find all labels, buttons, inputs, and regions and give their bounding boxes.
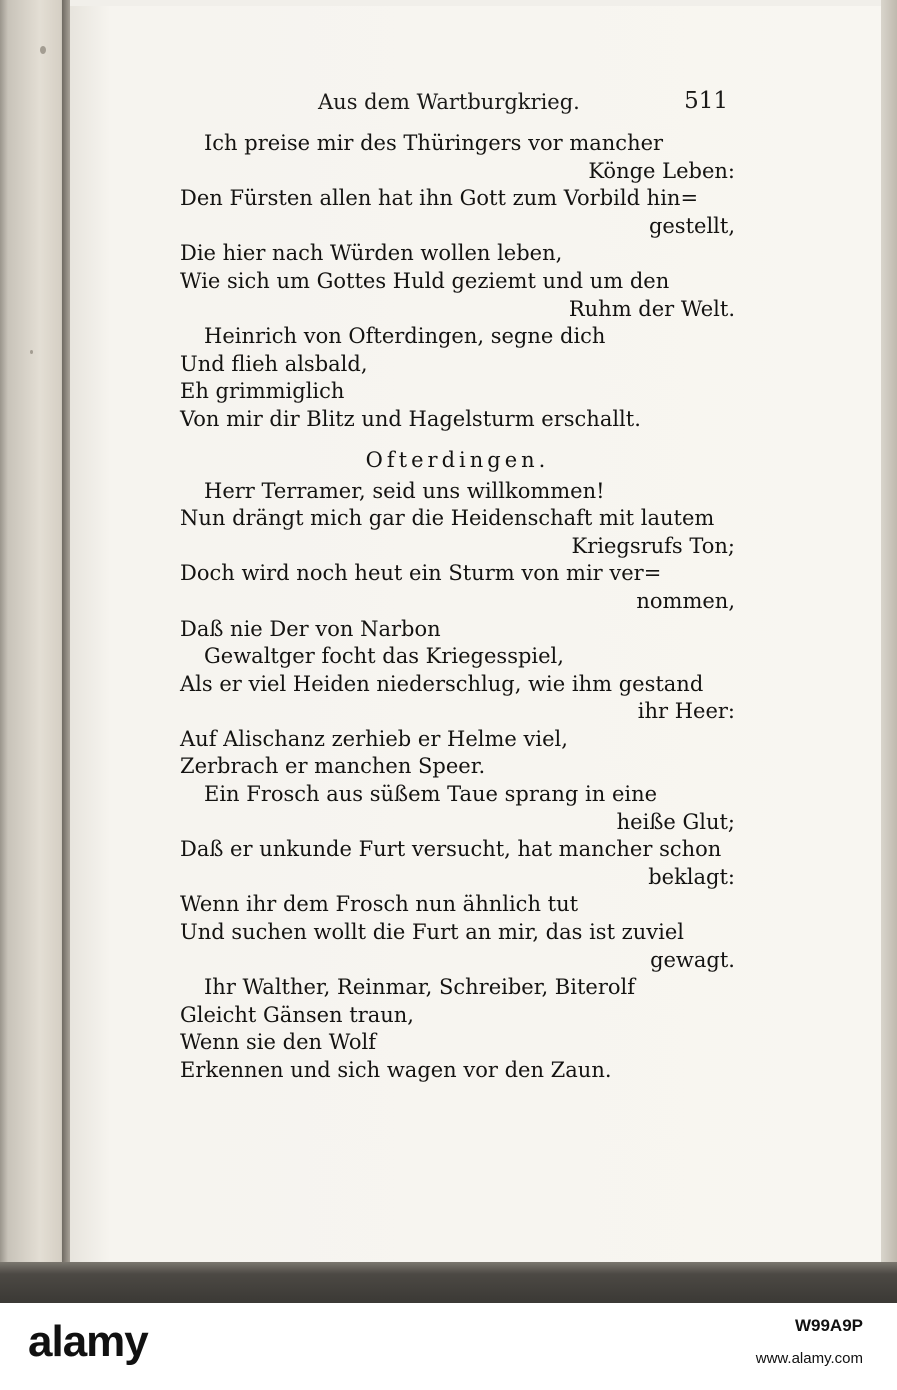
verse-line: Zerbrach er manchen Speer. bbox=[180, 754, 486, 779]
book-spine bbox=[62, 0, 70, 1303]
verse-line: Wie sich um Gottes Huld geziemt und um den bbox=[180, 268, 670, 293]
verse-line: Wenn sie den Wolf bbox=[180, 1030, 376, 1055]
verse-line: Ich preise mir des Thüringers vor mancher bbox=[204, 131, 664, 155]
paper-speck bbox=[30, 350, 33, 354]
paper-speck bbox=[40, 46, 46, 54]
verse-line: Von mir dir Blitz und Hagelsturm erschallt. bbox=[180, 406, 641, 431]
verse-line: Daß er unkunde Furt versucht, hat mancher schon bbox=[180, 837, 722, 862]
poem-text bbox=[180, 130, 735, 1085]
verse-line: Könge Leben: bbox=[588, 158, 735, 183]
page-right-edge bbox=[881, 0, 897, 1303]
verse-line: Gewaltger focht das Kriegesspiel, bbox=[204, 644, 564, 669]
verse-line: Doch wird noch heut ein Sturm von mir ver= bbox=[180, 561, 662, 586]
speaker-heading: Ofterdingen. bbox=[365, 447, 550, 472]
verse-line: Kriegsrufs Ton; bbox=[571, 533, 735, 558]
verse-line: Als er viel Heiden niederschlug, wie ihm gestand bbox=[180, 671, 704, 696]
verse-line: Heinrich von Ofterdingen, segne dich bbox=[204, 324, 606, 349]
verse-line: ihr Heer: bbox=[637, 699, 735, 724]
image-id: W99A9P bbox=[794, 1316, 863, 1335]
verse-line: Nun drängt mich gar die Heidenschaft mit lautem bbox=[180, 506, 715, 531]
book-cover-edge bbox=[0, 1262, 897, 1303]
page-number: 511 bbox=[684, 88, 728, 114]
verse-line: Daß nie Der von Narbon bbox=[180, 616, 441, 641]
previous-page-edge bbox=[0, 0, 66, 1303]
verse-line: Auf Alischanz zerhieb er Helme viel, bbox=[180, 726, 568, 751]
verse-line: gestellt, bbox=[648, 213, 735, 238]
stock-logo: alamy bbox=[28, 1317, 148, 1366]
verse-line: Erkennen und sich wagen vor den Zaun. bbox=[180, 1058, 612, 1082]
verse-line: Ruhm der Welt. bbox=[568, 296, 735, 321]
verse-line: Ein Frosch aus süßem Taue sprang in eine bbox=[204, 782, 658, 807]
verse-line: Herr Terramer, seid uns willkommen! bbox=[204, 478, 605, 503]
verse-line: Und flieh alsbald, bbox=[180, 351, 368, 376]
verse-line: gewagt. bbox=[650, 947, 735, 972]
verse-line: heiße Glut; bbox=[616, 809, 735, 834]
verse-line: Wenn ihr dem Frosch nun ähnlich tut bbox=[180, 892, 579, 917]
verse-line: Und suchen wollt die Furt an mir, das ist zuviel bbox=[180, 920, 684, 945]
site-url: www.alamy.com bbox=[755, 1350, 863, 1367]
stock-id-block bbox=[756, 1316, 863, 1367]
verse-line: Den Fürsten allen hat ihn Gott zum Vorbild hin= bbox=[180, 186, 699, 211]
verse-line: Eh grimmiglich bbox=[180, 379, 345, 404]
verse-line: nommen, bbox=[636, 588, 735, 613]
verse-line: Gleicht Gänsen traun, bbox=[180, 1002, 414, 1027]
verse-line: Die hier nach Würden wollen leben, bbox=[180, 241, 563, 266]
verse-line: Ihr Walther, Reinmar, Schreiber, Biterolf bbox=[204, 975, 635, 1000]
verse-line: beklagt: bbox=[648, 864, 735, 889]
running-title: Aus dem Wartburgkrieg. bbox=[318, 90, 580, 114]
